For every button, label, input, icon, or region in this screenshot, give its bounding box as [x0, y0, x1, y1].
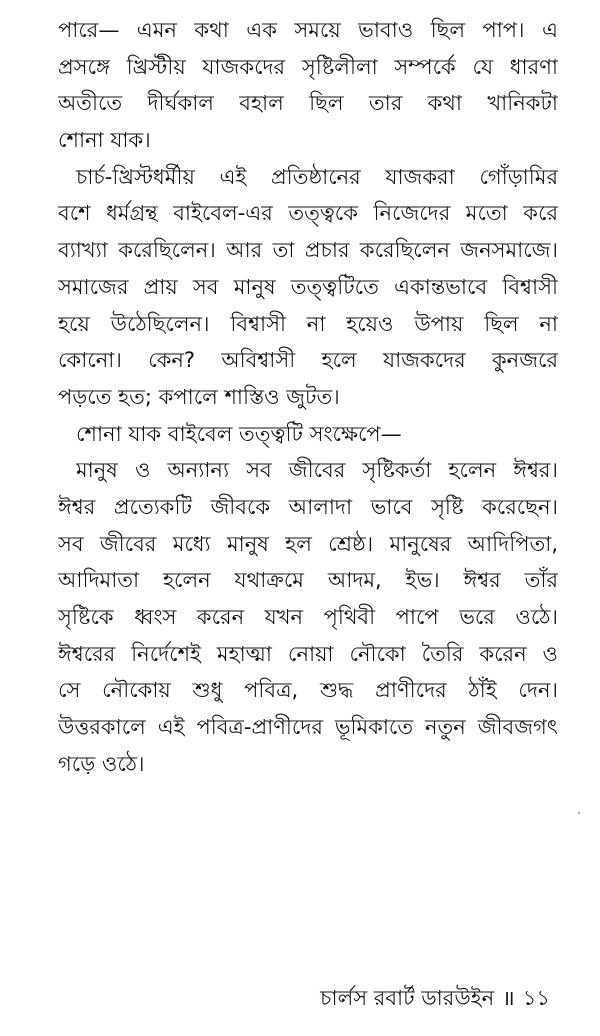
- text-line: হয়ে উঠেছিলেন। বিশ্বাসী না হয়েও উপায় ছিল না: [58, 311, 558, 336]
- text-line: পড়তে হত; কপালে শাস্তিও জুটত।: [58, 384, 340, 409]
- paragraph: [58, 12, 558, 159]
- footer-separator: ॥: [502, 986, 515, 1010]
- paragraph: [58, 452, 558, 782]
- footer-book-title: চার্লস রবার্ট ডারউইন: [320, 986, 495, 1010]
- margin-speck: [578, 812, 580, 814]
- text-line: শোনা যাক।: [58, 128, 151, 153]
- text-line: শোনা যাক বাইবেল তত্ত্বটি সংক্ষেপে—: [76, 421, 402, 446]
- text-line: সে নৌকোয় শুধু পবিত্র, শুদ্ধ প্রাণীদের ঠাঁই দেন।: [58, 678, 558, 703]
- page-number: ১১: [522, 986, 550, 1010]
- text-line: উত্তরকালে এই পবিত্র-প্রাণীদের ভূমিকাতে নতুন জীবজগৎ: [58, 715, 558, 740]
- page-body-text: [58, 12, 558, 782]
- text-line: ঈশ্বর প্রত্যেকটি জীবকে আলাদা ভাবে সৃষ্টি করেছেন।: [58, 494, 558, 519]
- running-footer: [320, 983, 550, 1013]
- text-line: আদিমাতা হলেন যথাক্রমে আদম, ইভ। ঈশ্বর তাঁর: [58, 568, 558, 593]
- text-line: সব জীবের মধ্যে মানুষ হল শ্রেষ্ঠ। মানুষের আদিপিতা,: [58, 531, 558, 556]
- text-line: কোনো। কেন? অবিশ্বাসী হলে যাজকদের কুনজরে: [58, 348, 558, 373]
- text-line: সমাজের প্রায় সব মানুষ তত্ত্বটিতে একান্তভাবে বিশ্বাসী: [58, 274, 558, 299]
- text-line: অতীতে দীর্ঘকাল বহাল ছিল তার কথা খানিকটা: [58, 91, 558, 116]
- text-line: সৃষ্টিকে ধ্বংস করেন যখন পৃথিবী পাপে ভরে ওঠে।: [58, 605, 558, 629]
- text-line: পারে— এমন কথা এক সময়ে ভাবাও ছিল পাপ। এ: [58, 18, 558, 42]
- text-line: চার্চ-খ্রিস্টধর্মীয় এই প্রতিষ্ঠানের যাজকরা গোঁড়ামির: [76, 164, 558, 189]
- text-line: মানুষ ও অন্যান্য সব জীবের সৃষ্টিকর্তা হলেন ঈশ্বর।: [76, 458, 558, 483]
- text-line: ঈশ্বরের নির্দেশেই মহাত্মা নোয়া নৌকো তৈরি করেন ও: [58, 641, 558, 666]
- paragraph: [58, 159, 558, 416]
- text-line: প্রসঙ্গে খ্রিস্টীয় যাজকদের সৃষ্টিলীলা সম্পর্কে যে ধারণা: [58, 54, 558, 79]
- text-line: বশে ধর্মগ্রন্থ বাইবেল-এর তত্ত্বকে নিজেদের মতো করে: [58, 201, 558, 226]
- text-line: ব্যাখ্যা করেছিলেন। আর তা প্রচার করেছিলেন জনসমাজে।: [58, 238, 558, 263]
- paragraph: [58, 416, 558, 453]
- text-line: গড়ে ওঠে।: [58, 751, 145, 776]
